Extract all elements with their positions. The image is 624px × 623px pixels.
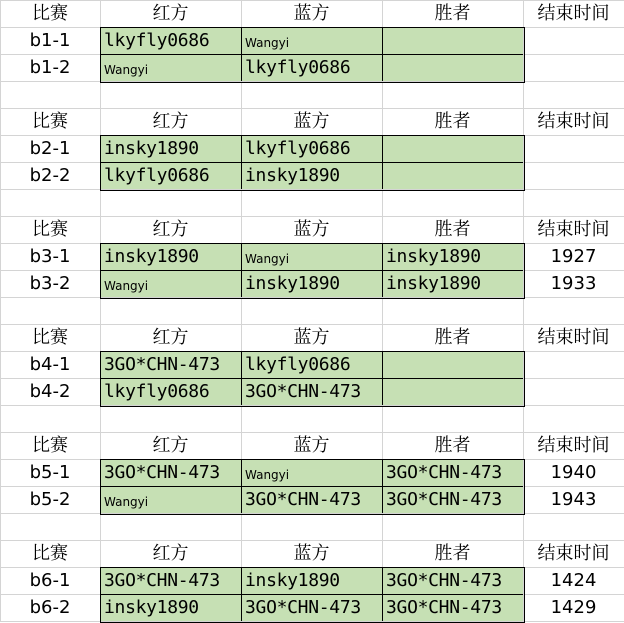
grid-column-line [382,0,383,622]
winner-player-cell[interactable]: insky1890 [382,270,523,297]
match-row-divider [100,378,523,379]
blue-player-cell[interactable]: insky1890 [241,567,382,594]
match-column-divider [241,27,242,81]
match-row-divider [100,162,523,163]
winner-player-cell[interactable]: 3GO*CHN-473 [382,594,523,621]
blue-player-cell[interactable]: lkyfly0686 [241,54,382,81]
blue-player-cell[interactable]: 3GO*CHN-473 [241,486,382,513]
match-row-divider [100,486,523,487]
header-cell-end-time[interactable]: 结束时间 [537,435,610,456]
header-cell-end-time[interactable]: 结束时间 [537,111,610,132]
blue-player-cell[interactable]: Wangyi [241,243,382,270]
match-column-divider [382,351,383,405]
red-player-cell[interactable]: lkyfly0686 [100,27,241,54]
winner-player-cell[interactable]: 3GO*CHN-473 [382,567,523,594]
header-cell-red[interactable]: 红方 [152,111,189,132]
match-id-cell[interactable]: b3-2 [29,273,71,294]
end-time-cell[interactable]: 1943 [550,489,597,510]
end-time-cell[interactable] [523,135,624,162]
end-time-cell[interactable]: 1927 [550,246,597,267]
header-cell-end-time[interactable]: 结束时间 [537,327,610,348]
match-column-divider [382,135,383,189]
end-time-cell[interactable] [523,351,624,378]
red-player-cell[interactable]: 3GO*CHN-473 [100,351,241,378]
header-cell-winner[interactable]: 胜者 [434,327,471,348]
end-time-cell[interactable] [523,378,624,405]
header-cell-end-time[interactable]: 结束时间 [537,543,610,564]
header-cell-red[interactable]: 红方 [152,3,189,24]
header-cell-match[interactable]: 比赛 [32,219,68,240]
winner-player-cell[interactable] [382,27,523,54]
winner-player-cell[interactable] [382,54,523,81]
header-cell-red[interactable]: 红方 [152,327,189,348]
header-cell-red[interactable]: 红方 [152,219,189,240]
match-id-cell[interactable]: b6-2 [29,597,71,618]
end-time-cell[interactable] [523,162,624,189]
header-cell-blue[interactable]: 蓝方 [293,543,330,564]
red-player-cell[interactable]: Wangyi [100,486,241,513]
winner-player-cell[interactable] [382,351,523,378]
red-player-cell[interactable]: insky1890 [100,135,241,162]
match-row-divider [100,270,523,271]
blue-player-cell[interactable]: insky1890 [241,162,382,189]
match-column-divider [241,351,242,405]
winner-player-cell[interactable]: 3GO*CHN-473 [382,486,523,513]
match-id-cell[interactable]: b3-1 [29,246,71,267]
grid-column-line [100,0,101,622]
blue-player-cell[interactable]: 3GO*CHN-473 [241,378,382,405]
winner-player-cell[interactable]: insky1890 [382,243,523,270]
header-cell-end-time[interactable]: 结束时间 [537,3,610,24]
end-time-cell[interactable] [523,27,624,54]
grid-column-line [523,0,524,622]
end-time-cell[interactable]: 1940 [550,462,597,483]
header-cell-red[interactable]: 红方 [152,435,189,456]
header-cell-winner[interactable]: 胜者 [434,435,471,456]
blue-player-cell[interactable]: lkyfly0686 [241,351,382,378]
blue-player-cell[interactable]: Wangyi [241,459,382,486]
grid-column-line [241,0,242,622]
header-cell-red[interactable]: 红方 [152,543,189,564]
red-player-cell[interactable]: 3GO*CHN-473 [100,459,241,486]
header-cell-blue[interactable]: 蓝方 [293,327,330,348]
red-player-cell[interactable]: Wangyi [100,270,241,297]
end-time-cell[interactable]: 1429 [550,597,597,618]
end-time-cell[interactable] [523,54,624,81]
match-column-divider [241,135,242,189]
match-row-divider [100,54,523,55]
match-column-divider [241,459,242,513]
match-column-divider [382,567,383,621]
red-player-cell[interactable]: lkyfly0686 [100,378,241,405]
red-player-cell[interactable]: Wangyi [100,54,241,81]
header-cell-winner[interactable]: 胜者 [434,543,471,564]
match-id-cell[interactable]: b1-2 [29,57,71,78]
header-cell-blue[interactable]: 蓝方 [293,3,330,24]
red-player-cell[interactable]: insky1890 [100,594,241,621]
header-cell-winner[interactable]: 胜者 [434,3,471,24]
end-time-cell[interactable]: 1933 [550,273,597,294]
end-time-cell[interactable]: 1424 [550,570,597,591]
match-id-cell[interactable]: b2-1 [29,138,71,159]
header-cell-end-time[interactable]: 结束时间 [537,219,610,240]
red-player-cell[interactable]: insky1890 [100,243,241,270]
match-column-divider [241,243,242,297]
winner-player-cell[interactable] [382,378,523,405]
match-row-divider [100,594,523,595]
match-id-cell[interactable]: b6-1 [29,570,71,591]
blue-player-cell[interactable]: 3GO*CHN-473 [241,594,382,621]
match-id-cell[interactable]: b5-2 [29,489,71,510]
header-cell-match[interactable]: 比赛 [32,111,68,132]
match-id-cell[interactable]: b4-2 [29,381,71,402]
match-column-divider [382,243,383,297]
match-id-cell[interactable]: b1-1 [29,30,71,51]
match-id-cell[interactable]: b4-1 [29,354,71,375]
red-player-cell[interactable]: 3GO*CHN-473 [100,567,241,594]
winner-player-cell[interactable] [382,135,523,162]
match-id-cell[interactable]: b2-2 [29,165,71,186]
winner-player-cell[interactable] [382,162,523,189]
header-cell-blue[interactable]: 蓝方 [293,219,330,240]
match-column-divider [241,567,242,621]
header-cell-match[interactable]: 比赛 [32,327,68,348]
header-cell-blue[interactable]: 蓝方 [293,435,330,456]
blue-player-cell[interactable]: Wangyi [241,27,382,54]
match-id-cell[interactable]: b5-1 [29,462,71,483]
header-cell-match[interactable]: 比赛 [32,3,68,24]
blue-player-cell[interactable]: lkyfly0686 [241,135,382,162]
red-player-cell[interactable]: lkyfly0686 [100,162,241,189]
header-cell-blue[interactable]: 蓝方 [293,111,330,132]
match-column-divider [382,27,383,81]
header-cell-match[interactable]: 比赛 [32,435,68,456]
header-cell-winner[interactable]: 胜者 [434,111,471,132]
match-column-divider [382,459,383,513]
blue-player-cell[interactable]: insky1890 [241,270,382,297]
header-cell-match[interactable]: 比赛 [32,543,68,564]
winner-player-cell[interactable]: 3GO*CHN-473 [382,459,523,486]
header-cell-winner[interactable]: 胜者 [434,219,471,240]
